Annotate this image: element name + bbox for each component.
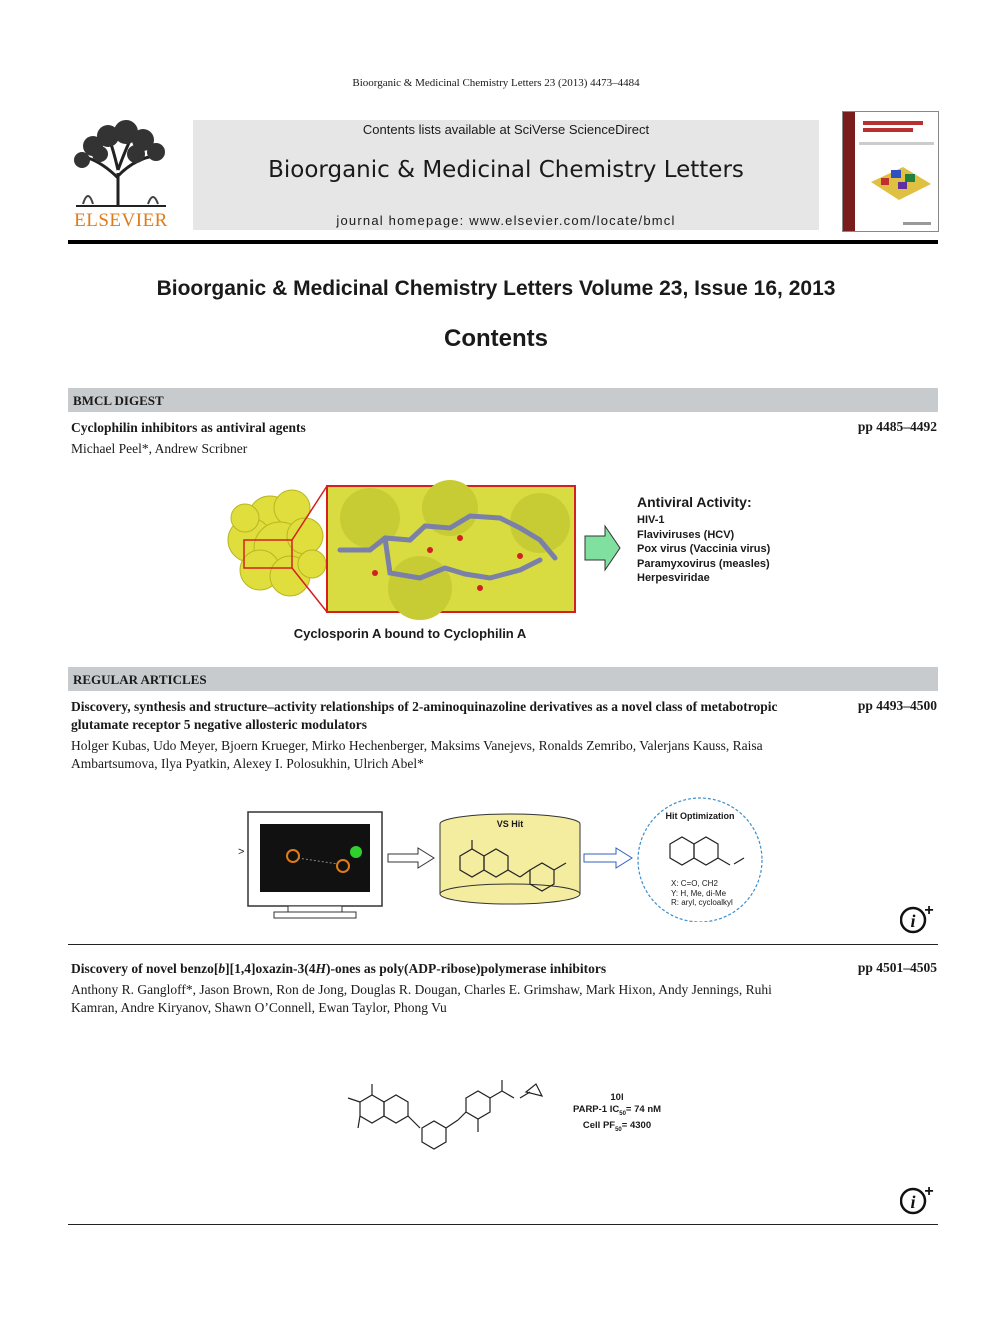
x-definition: X: C=O, CH2 — [671, 879, 718, 888]
article-3-authors: Anthony R. Gangloff*, Jason Brown, Ron de Jong, Douglas R. Dougan, Charles E. Grimshaw, Mark Hixon, Andy Jennings, Ruhi Kamran, Andre Kiryanov, Shawn O’Connell, Ewan Taylor, Phong Vu — [71, 982, 772, 1015]
article-1-graphic — [220, 478, 800, 641]
antiviral-item: Paramyxovirus (measles) — [637, 557, 770, 570]
contents-available-link[interactable]: Contents lists available at SciVerse ScienceDirect — [362, 122, 650, 137]
article-2-title[interactable]: Discovery, synthesis and structure–activity relationships of 2-aminoquinazoline derivatives as a novel class of metabotropic glutamate receptor 5 negative allosteric modulators — [71, 699, 778, 732]
article-2-pages: pp 4493–4500 — [857, 698, 937, 713]
article-3-pages: pp 4501–4505 — [857, 960, 937, 975]
compound-id: 10l — [610, 1092, 624, 1103]
volume-title: Bioorganic & Medicinal Chemistry Letters Volume 23, Issue 16, 2013 — [156, 277, 836, 300]
svg-text:+: + — [924, 1183, 934, 1200]
article-1-caption: Cyclosporin A bound to Cyclophilin A — [293, 626, 527, 641]
parp-value: = 74 nM — [625, 1104, 662, 1115]
antiviral-item: Flaviviruses (HCV) — [637, 528, 735, 541]
article-3-title[interactable] — [71, 960, 801, 978]
article-separator — [68, 944, 938, 945]
prompt-glyph: > — [238, 846, 245, 858]
journal-title: Bioorganic & Medicinal Chemistry Letters — [268, 157, 744, 183]
elsevier-logo — [68, 118, 174, 234]
hit-optimization-label: Hit Optimization — [665, 811, 735, 821]
header-rule — [68, 240, 938, 244]
article-1-pages: pp 4485–4492 — [857, 419, 937, 434]
article-2-authors: Holger Kubas, Udo Meyer, Bjoern Krueger, Mirko Hechenberger, Maksims Vanejevs, Ronalds Zemribo, Valerjans Kauss, Raisa Ambartsumova, Ilya Pyatkin, Alexey I. Polosukhin, Ulrich Abel* — [71, 738, 763, 771]
info-plus-icon[interactable] — [900, 902, 936, 934]
cell-value: = 4300 — [621, 1119, 652, 1131]
svg-text:i: i — [910, 911, 916, 931]
parp-ic50 — [562, 1104, 672, 1120]
title-part: ][1,4]oxazin-3(4 — [225, 961, 316, 976]
elsevier-wordmark: ELSEVIER — [74, 210, 168, 231]
arrow-right-icon — [585, 526, 620, 570]
article-3-graphic — [330, 1070, 690, 1160]
article-separator — [68, 1224, 938, 1225]
antiviral-item: Herpesviridae — [637, 572, 710, 584]
cell-subscript: 50 — [615, 1126, 622, 1133]
section-regular-articles: REGULAR ARTICLES — [68, 667, 938, 691]
info-plus-icon[interactable] — [900, 1183, 936, 1215]
article-2-graphic — [238, 794, 778, 922]
antiviral-item: HIV-1 — [637, 514, 665, 526]
title-part: Discovery of novel benzo[ — [71, 961, 219, 976]
parp-subscript: 50 — [619, 1110, 626, 1117]
parp-label: PARP-1 IC — [572, 1104, 620, 1115]
journal-homepage-link[interactable]: journal homepage: www.elsevier.com/locate/bmcl — [336, 213, 676, 228]
section-bmcl-digest: BMCL DIGEST — [68, 388, 938, 412]
antiviral-heading: Antiviral Activity: — [637, 494, 752, 510]
cell-pf50 — [562, 1120, 672, 1136]
journal-cover-image — [842, 111, 939, 232]
journal-banner — [193, 120, 819, 230]
cell-label: Cell PF — [582, 1119, 616, 1131]
article-1-authors: Michael Peel*, Andrew Scribner — [71, 441, 248, 456]
svg-text:+: + — [924, 902, 934, 919]
compound-data — [562, 1092, 672, 1136]
antiviral-list — [637, 513, 770, 586]
title-part: )-ones as poly(ADP-ribose)polymerase inhibitors — [325, 961, 607, 976]
r-definition: R: aryl, cycloalkyl — [671, 898, 733, 907]
title-italic: H — [315, 961, 326, 976]
antiviral-item: Pox virus (Vaccinia virus) — [637, 543, 771, 555]
monitor-icon — [248, 812, 382, 918]
svg-text:i: i — [910, 1192, 916, 1212]
article-1-title[interactable]: Cyclophilin inhibitors as antiviral agents — [71, 420, 306, 435]
journal-citation: Bioorganic & Medicinal Chemistry Letters 23 (2013) 4473–4484 — [352, 77, 640, 89]
y-definition: Y: H, Me, di-Me — [671, 888, 727, 898]
vs-hit-label: VS Hit — [496, 819, 524, 829]
contents-heading: Contents — [444, 325, 548, 352]
substituent-list — [671, 879, 733, 908]
title-italic: b — [218, 961, 226, 976]
